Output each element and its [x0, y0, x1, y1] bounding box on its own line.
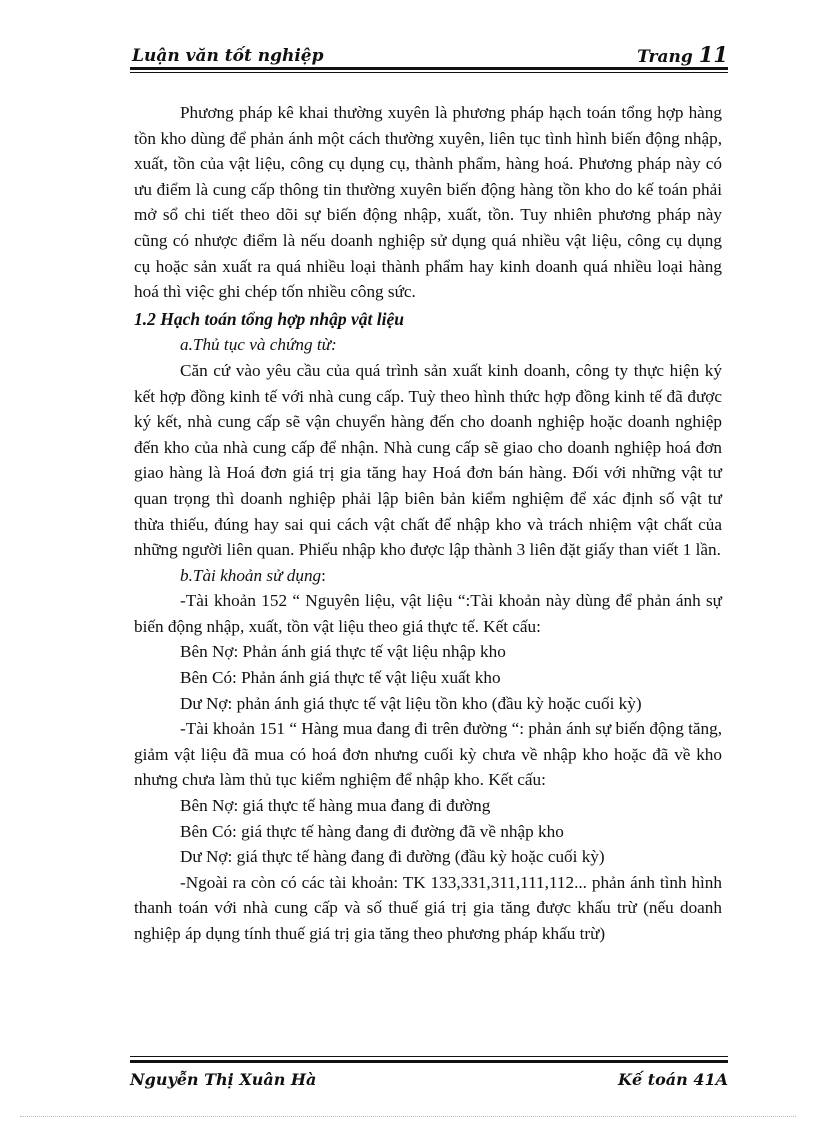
paragraph-other-accounts: -Ngoài ra còn có các tài khoản: TK 133,331,311,111,112... phản ánh tình hình thanh toán với nhà cung cấp và số thuế giá trị gia tăng được khấu trừ (nếu doanh nghiệp áp dụng tính thuế giá trị gia tăng theo phương pháp khấu trừ) — [134, 872, 722, 943]
line-ben-co-152: Bên Có: Phản ánh giá thực tế vật liệu xuất kho — [180, 668, 501, 688]
paragraph-procedure: Căn cứ vào yêu cầu của quá trình sản xuất kinh doanh, công ty thực hiện ký kết hợp đồng kinh tế với nhà cung cấp. Tuỳ theo hình thức hợp đồng kinh tế đã được ký kết, nhà cung cấp sẽ vận chuyển hàng đến cho doanh nghiệp hoặc doanh nghiệp đến kho của nhà cung cấp để nhận. Nhà cung cấp sẽ giao cho doanh nghiệp hoá đơn giao hàng là Hoá đơn giá trị gia tăng hay Hoá đơn bán hàng. Đối với những vật tư quan trọng thì doanh nghiệp phải lập biên bản kiểm nghiệm để xác định số vật tư thừa thiếu, đúng hay sai qui cách vật chất để nhập kho và trách nhiệm vật chất của những người liên quan. Phiếu nhập kho được lập thành 3 liên đặt giấy than viết 1 lần. — [134, 360, 722, 560]
section-heading: 1.2 Hạch toán tổng hợp nhập vật liệu — [134, 308, 404, 329]
header-page-word: Trang — [637, 47, 693, 67]
header-page-number: 11 — [698, 42, 728, 67]
subheading-b-text: b.Tài khoản sử dụng — [180, 565, 322, 585]
page-header — [130, 40, 728, 74]
footer-rule-thick — [130, 1060, 728, 1063]
line-ben-no-151: Bên Nợ: giá thực tế hàng mua đang đi đường — [180, 796, 491, 816]
paragraph-kkttx: Phương pháp kê khai thường xuyên là phương pháp hạch toán tổng hợp hàng tồn kho dùng để phản ánh một cách thường xuyên, liên tục tình hình biến động nhập, xuất, tồn của vật liệu, công cụ dụng cụ, thành phẩm, hàng hoá. Phương pháp này có ưu điểm là cung cấp thông tin thường xuyên biến động hàng tồn kho do kế toán phải mở sổ chi tiết theo dõi sự biến động nhập, xuất, tồn. Tuy nhiên phương pháp này cũng có nhược điểm là nếu doanh nghiệp sử dụng quá nhiều vật liệu, công cụ dụng cụ hoặc sản xuất ra quá nhiều loại thành phẩm hay kinh doanh quá nhiều loại hàng hoá thì việc ghi chép tốn nhiều công sức. — [134, 103, 722, 302]
page-footer — [130, 1056, 728, 1096]
paragraph-tk152: -Tài khoản 152 “ Nguyên liệu, vật liệu “:Tài khoản này dùng để phản ánh sự biến động nhập, xuất, tồn vật liệu theo giá thực tế. Kết cấu: — [134, 591, 722, 636]
line-ben-co-151: Bên Có: giá thực tế hàng đang đi đường đã về nhập kho — [180, 821, 564, 841]
line-du-no-151: Dư Nợ: giá thực tế hàng đang đi đường (đầu kỳ hoặc cuối kỳ) — [180, 847, 605, 867]
footer-rule-thin — [130, 1056, 728, 1057]
line-ben-no-152: Bên Nợ: Phản ánh giá thực tế vật liệu nhập kho — [180, 642, 506, 662]
subheading-b — [134, 563, 722, 589]
page-body — [134, 100, 722, 947]
subheading-a: a.Thủ tục và chứng từ: — [180, 335, 337, 355]
header-rule-thick — [130, 67, 728, 70]
header-page-label — [637, 42, 728, 67]
header-thesis-title: Luận văn tốt nghiệp — [132, 46, 324, 66]
line-du-no-152: Dư Nợ: phản ánh giá thực tế vật liệu tồn kho (đầu kỳ hoặc cuối kỳ) — [180, 693, 642, 713]
paragraph-tk151: -Tài khoản 151 “ Hàng mua đang đi trên đường “: phản ánh sự biến động tăng, giảm vật liệu đã mua có hoá đơn nhưng cuối kỳ chưa về nhập kho hoặc đã về kho nhưng chưa làm thủ tục kiểm nghiệm để nhập kho. Kết cấu: — [134, 719, 722, 790]
header-rule-thin — [130, 72, 728, 73]
subheading-b-colon: : — [321, 565, 326, 585]
page-edge-dotted-line — [20, 1116, 796, 1117]
footer-class: Kế toán 41A — [618, 1070, 728, 1089]
footer-author: Nguyễn Thị Xuân Hà — [130, 1070, 317, 1089]
